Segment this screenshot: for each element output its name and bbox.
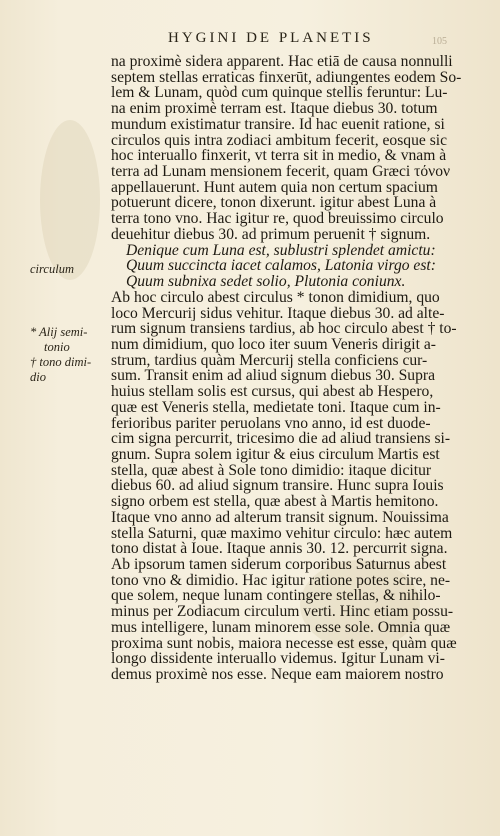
margin-note-circulum <box>30 262 74 277</box>
text-line: terra ad Lunam mensionem fecerit, quam Græci τόνον <box>111 164 451 180</box>
text-line: tono vno & dimidio. Hac igitur ratione potes scire, ne- <box>111 572 451 589</box>
text-line: demus proximè nos esse. Neque eam maiorem nostro <box>111 667 444 683</box>
verse-line: Quum subnixa sedet solio, Plutonia coniunx. <box>126 274 406 290</box>
text-line: proxima sunt nobis, maiora necesse est esse, quàm quæ <box>111 635 457 652</box>
text-line: minus per Zodiacum circulum verti. Hinc etiam possu- <box>111 604 454 620</box>
margin-note-line: circulum <box>30 262 74 276</box>
verse-line: Denique cum Luna est, sublustri splendet amictu: <box>126 242 436 259</box>
text-line: diebus 60. ad aliud signum transire. Hunc supra Iouis <box>111 478 444 495</box>
paper-stain <box>40 120 100 280</box>
text-line: na enim proximè terram est. Itaque diebus 30. totum <box>111 101 438 117</box>
margin-note-line: dio <box>30 370 46 384</box>
text-line: Ab ipsorum tamen siderum corporibus Saturnus abest <box>111 557 447 573</box>
text-line: huius stellam solis est cursus, qui abest ab Hespero, <box>111 384 434 400</box>
text-line: que solem, neque lunam contingere stellas, & nihilo- <box>111 588 441 605</box>
text-line: num dimidium, quo loco iter suum Veneris dirigit a- <box>111 336 436 353</box>
margin-note-semitonio <box>30 325 110 385</box>
running-title: HYGINI DE PLANETIS <box>168 30 374 46</box>
text-line: tono distat à Ioue. Itaque annis 30. 12. percurrit signa. <box>111 541 448 557</box>
margin-note-line: tonio <box>44 340 70 354</box>
text-line: appellauerunt. Hunt autem quia non certum spacium <box>111 179 438 196</box>
text-line: gnum. Supra solem igitur & eius circulum Martis est <box>111 446 440 463</box>
text-line: terra tono vno. Hac igitur re, quod breuissimo circulo <box>111 211 444 227</box>
text-line: Itaque vno anno ad alterum transit signum. Nouissima <box>111 509 449 526</box>
text-line: strum, tardius quàm Mercurij stella conficiens cur- <box>111 352 428 369</box>
page-number: 105 <box>432 36 447 47</box>
text-line: circulos quis intra zodiaci ambitum fecerit, eosque sic <box>111 132 448 149</box>
text-line: lem & Lunam, quòd cum quinque stellis feruntur: Lu- <box>111 85 448 102</box>
text-line: na proximè sidera apparent. Hac etiā de causa nonnulli <box>111 54 453 70</box>
text-line: quæ est Veneris stella, medietate toni. Itaque cum in- <box>111 399 441 416</box>
text-line: mundum existimatur transire. Id hac euenit ratione, si <box>111 116 445 133</box>
margin-note-line: * Alij semi- <box>30 325 88 339</box>
text-line: sum. Transit enim ad aliud signum diebus 30. Supra <box>111 368 436 385</box>
margin-note-line: † tono dimi- <box>30 355 92 369</box>
text-line: mus intelligere, lunam minorem esse sole. Omnia quæ <box>111 619 451 636</box>
main-text <box>111 54 471 683</box>
text-line: hoc interuallo finxerit, vt terra sit in medio, & vnam à <box>111 148 447 165</box>
verse-line: Quum succincta iacet calamos, Latonia virgo est: <box>126 258 436 275</box>
text-line: stella, quæ abest à Sole tono dimidio: itaque dicitur <box>111 462 432 479</box>
text-line: cim signa percurrit, tricesimo die ad aliud transiens si- <box>111 431 451 447</box>
text-line: Ab hoc circulo abest circulus * tonon dimidium, quo <box>111 289 440 306</box>
text-line: septem stellas erraticas finxerūt, adiungentes eodem So- <box>111 69 462 86</box>
text-line: potuerunt dicere, tonon dixerunt. igitur abest Luna à <box>111 195 437 212</box>
text-line: loco Mercurij sidus vehitur. Itaque diebus 30. ad alte- <box>111 305 445 322</box>
text-line: ferioribus pariter peruolans vno anno, id est duode- <box>111 415 431 432</box>
text-line: rum signum transiens tardius, ab hoc circulo abest † to- <box>111 321 457 337</box>
text-line: longo dissidente interuallo videmus. Igitur Lunam vi- <box>111 651 445 668</box>
text-line: signo orbem est stella, quæ abest à Martis hemitono. <box>111 494 439 510</box>
text-line: deuehitur diebus 30. ad primum peruenit † signum. <box>111 226 431 243</box>
text-line: stella Saturni, quæ maximo vehitur circulo: hæc autem <box>111 525 453 542</box>
